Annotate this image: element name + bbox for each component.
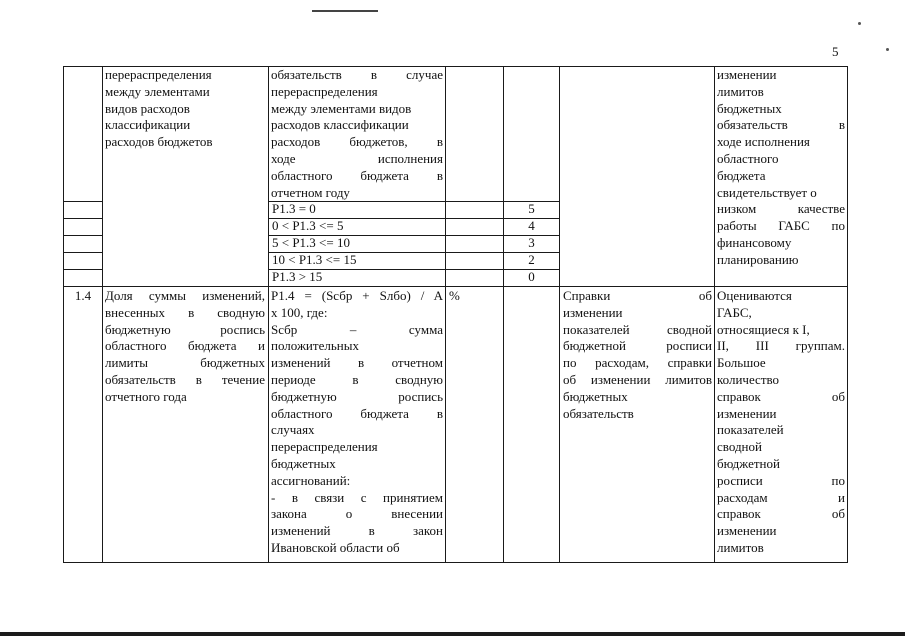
text-line: Доля суммы изменений, [105,288,265,303]
text-line: обязательств в [717,117,845,133]
text-line: Справки об [563,288,712,303]
text-line: свидетельствует о [717,184,817,200]
condition-p13-eq-0: P1.3 = 0 [272,201,316,216]
text-line: ассигнований: [271,472,351,488]
text-line: бюджетной росписи [563,338,712,354]
text-line: закона о внесении [271,506,443,522]
text-line: обязательств в случае [271,67,443,82]
text-line: расходов классификации [271,117,409,133]
text-line: ГАБС, [717,304,752,320]
score-5: 5 [528,201,535,216]
text-line: изменении [563,304,623,320]
text-line: относящиеся к I, [717,321,810,337]
text-line: внесенных в сводную [105,304,265,320]
formula-cell [271,288,443,557]
formula-cell-continued [271,67,443,201]
text-line: расходам и [717,489,845,505]
text-line: изменении [717,405,777,421]
text-line: обязательств [563,405,634,421]
note-cell-continued [717,67,845,269]
text-line: изменении [717,67,777,82]
text-line: росписи по [717,472,845,488]
score-0: 0 [528,269,535,284]
text-line: показателей [717,422,784,438]
text-line: количество [717,371,780,387]
text-line: об изменении лимитов [563,371,712,387]
condition-p13-10-15: 10 < P1.3 <= 15 [272,252,357,267]
text-line: обязательств в течение [105,371,265,387]
condition-p13-0-5: 0 < P1.3 <= 5 [272,218,344,233]
score-3: 3 [528,235,535,250]
indicator-cell [105,288,265,406]
text-line: областного бюджета в [271,405,443,421]
text-line: отчетного года [105,388,187,404]
text-line: областного бюджета и [105,338,265,354]
text-line: бюджетных [563,388,628,404]
indicator-cell-continued [105,67,265,151]
text-line: P1.4 = (Sсбр + Sлбо) / A [271,288,443,303]
text-line: расходов бюджетов, в [271,134,443,150]
text-line: расходов бюджетов [105,134,213,150]
text-line: лимитов [717,539,764,555]
text-line: лимитов [717,83,764,99]
text-line: бюджетную роспись [271,388,443,404]
text-line: областного бюджета в [271,167,443,183]
text-line: перераспределения [105,67,212,82]
text-line: II, III группам. [717,338,845,354]
text-line: бюджетных [271,455,336,471]
score-2: 2 [528,252,535,267]
text-line: положительных [271,338,359,354]
text-line: показателей сводной [563,321,712,337]
text-line: между элементами видов [271,100,412,116]
scan-bottom-edge [0,632,905,636]
text-line: x 100, где: [271,304,328,320]
text-line: Sсбр – сумма [271,321,443,337]
note-cell [717,288,845,557]
text-line: Оцениваются [717,288,792,303]
text-line: финансовому [717,234,792,250]
source-cell [563,288,712,422]
condition-p13-5-10: 5 < P1.3 <= 10 [272,235,350,250]
text-line: планированию [717,251,799,267]
score-4: 4 [528,218,535,233]
text-line: отчетном году [271,184,350,200]
unit-cell: % [449,288,460,303]
text-line: справок об [717,506,845,522]
text-line: по расходам, справки [563,355,712,371]
text-line: Большое [717,355,766,371]
text-line: изменений в закон [271,523,443,539]
text-line: бюджетной [717,455,780,471]
text-line: лимиты бюджетных [105,355,265,371]
text-line: ходе исполнения [271,150,443,166]
row-number: 1.4 [74,288,92,303]
text-line: периоде в сводную [271,371,443,387]
text-line: областного [717,150,779,166]
text-line: справок об [717,388,845,404]
text-line: бюджета [717,167,766,183]
text-line: классификации [105,117,191,133]
text-line: случаях [271,422,315,438]
text-line: перераспределения [271,439,378,455]
text-line: сводной [717,439,762,455]
text-line: низком качестве [717,201,845,217]
condition-p13-gt-15: P1.3 > 15 [272,269,323,284]
text-line: бюджетных [717,100,782,116]
text-line: работы ГАБС по [717,218,845,234]
scan-artifact-dot [858,22,861,25]
page-number: 5 [832,44,839,59]
text-line: - в связи с принятием [271,489,443,505]
text-line: видов расходов [105,100,190,116]
scan-artifact-dot [886,48,889,51]
text-line: изменении [717,523,777,539]
text-line [105,84,265,101]
scan-artifact-line [312,10,378,12]
text-line: бюджетную роспись [105,321,265,337]
text-line: перераспределения [271,83,378,99]
text-line: ходе исполнения [717,134,810,150]
text-line: Ивановской области об [271,539,400,555]
text-line: изменений в отчетном [271,355,443,371]
text-line: между элементами [105,83,210,99]
